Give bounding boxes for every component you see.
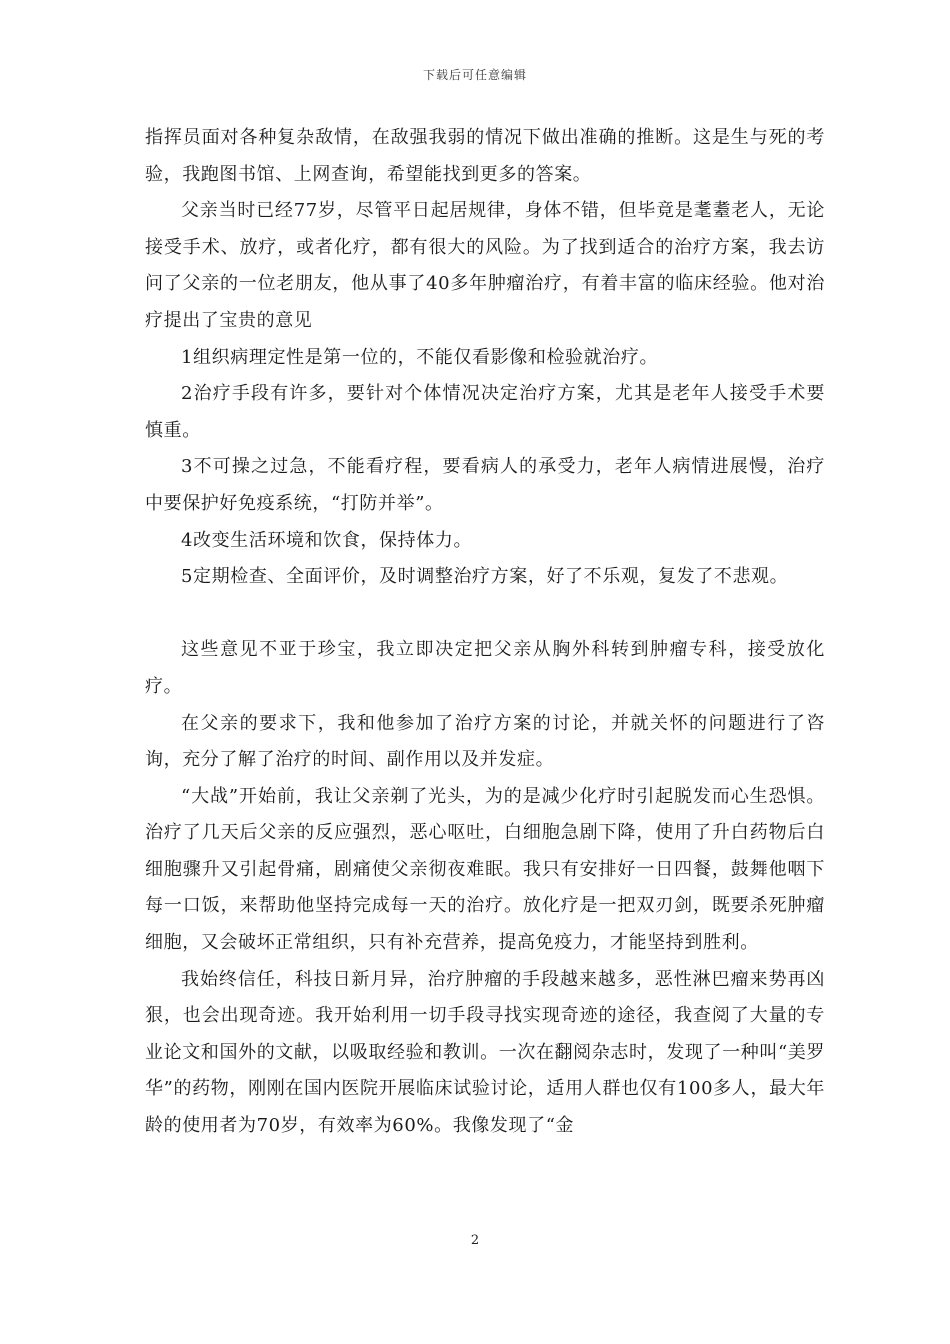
advice-item-5: 5定期检查、全面评价，及时调整治疗方案，好了不乐观，复发了不悲观。	[181, 566, 789, 588]
advice-item-2: 2治疗手段有许多，要针对个体情况决定治疗方案，尤其是老年人接受手术要慎重。	[145, 383, 825, 441]
document-body	[145, 120, 825, 1145]
paragraph-discussion: 在父亲的要求下，我和他参加了治疗方案的讨论，并就关怀的问题进行了咨询，充分了解了治疗的时间、副作用以及并发症。	[145, 712, 825, 771]
paragraph-continued: 指挥员面对各种复杂敌情，在敌强我弱的情况下做出准确的推断。这是生与死的考验，我跑图书馆、上网查询，希望能找到更多的答案。	[145, 127, 825, 185]
paragraph-father-age: 父亲当时已经77岁，尽管平日起居规律，身体不错，但毕竟是耄耋老人，无论接受手术、放疗，或者化疗，都有很大的风险。为了找到适合的治疗方案，我去访问了父亲的一位老朋友，他从事了40多年肿瘤治疗，有着丰富的临床经验。他对治疗提出了宝贵的意见	[145, 200, 825, 331]
paragraph-treatment: “大战”开始前，我让父亲剃了光头，为的是减少化疗时引起脱发而心生恐惧。治疗了几天后父亲的反应强烈，恶心呕吐，白细胞急剧下降，使用了升白药物后白细胞骤升又引起骨痛，剧痛使父亲彻夜难眠。我只有安排好一日四餐，鼓舞他咽下每一口饭，来帮助他坚持完成每一天的治疗。放化疗是一把双刃剑，既要杀死肿瘤细胞，又会破坏正常组织，只有补充营养，提高免疫力，才能坚持到胜利。	[145, 785, 825, 954]
page-header-note: 下载后可任意编辑	[422, 68, 527, 82]
advice-item-4: 4改变生活环境和饮食，保持体力。	[181, 529, 473, 551]
paragraph-hope: 我始终信任，科技日新月异，治疗肿瘤的手段越来越多，恶性淋巴瘤来势再凶狠，也会出现奇迹。我开始利用一切手段寻找实现奇迹的途径，我查阅了大量的专业论文和国外的文献，以吸取经验和教训。一次在翻阅杂志时，发现了一种叫“美罗华”的药物，刚刚在国内医院开展临床试验讨论，适用人群也仅有100多人，最大年龄的使用者为70岁，有效率为60%。我像发现了“金	[145, 968, 825, 1137]
paragraph-decision: 这些意见不亚于珍宝，我立即决定把父亲从胸外科转到肿瘤专科，接受放化疗。	[145, 639, 825, 697]
advice-item-3: 3不可操之过急，不能看疗程，要看病人的承受力，老年人病情进展慢，治疗中要保护好免疫系统，“打防并举”。	[145, 456, 825, 514]
advice-item-1: 1组织病理定性是第一位的，不能仅看影像和检验就治疗。	[181, 346, 659, 368]
page-number: 2	[470, 1233, 480, 1248]
